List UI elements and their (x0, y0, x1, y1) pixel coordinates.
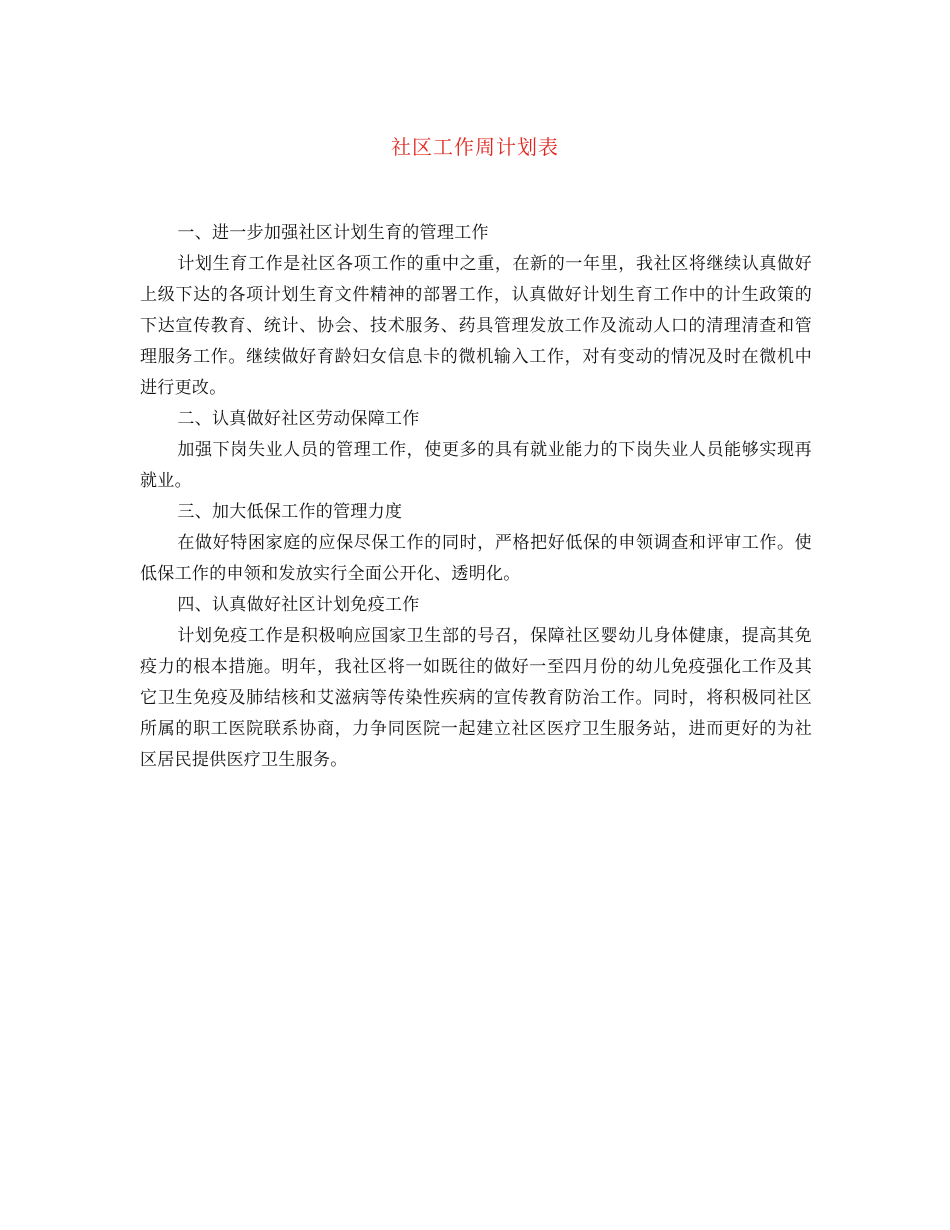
section-paragraph-2: 加强下岗失业人员的管理工作，使更多的具有就业能力的下岗失业人员能够实现再就业。 (140, 440, 812, 491)
document-body (140, 218, 812, 776)
section-paragraph-3: 在做好特困家庭的应保尽保工作的同时，严格把好低保的申领调查和评审工作。使低保工作的申领和发放实行全面公开化、透明化。 (140, 533, 812, 584)
section-heading-2: 二、认真做好社区劳动保障工作 (177, 409, 420, 429)
section-heading-3: 三、加大低保工作的管理力度 (177, 502, 403, 522)
section-paragraph-1: 计划生育工作是社区各项工作的重中之重，在新的一年里，我社区将继续认真做好上级下达的各项计划生育文件精神的部署工作，认真做好计划生育工作中的计生政策的下达宣传教育、统计、协会、技术服务、药具管理发放工作及流动人口的清理清查和管理服务工作。继续做好育龄妇女信息卡的微机输入工作，对有变动的情况及时在微机中进行更改。 (140, 254, 812, 398)
section-heading-1: 一、进一步加强社区计划生育的管理工作 (177, 223, 489, 243)
document-title: 社区工作周计划表 (391, 135, 559, 159)
section-paragraph-4: 计划免疫工作是积极响应国家卫生部的号召，保障社区婴幼儿身体健康，提高其免疫力的根本措施。明年，我社区将一如既往的做好一至四月份的幼儿免疫强化工作及其它卫生免疫及肺结核和艾滋病等传染性疾病的宣传教育防治工作。同时，将积极同社区所属的职工医院联系协商，力争同医院一起建立社区医疗卫生服务站，进而更好的为社区居民提供医疗卫生服务。 (140, 626, 812, 770)
section-heading-4: 四、认真做好社区计划免疫工作 (177, 595, 420, 615)
